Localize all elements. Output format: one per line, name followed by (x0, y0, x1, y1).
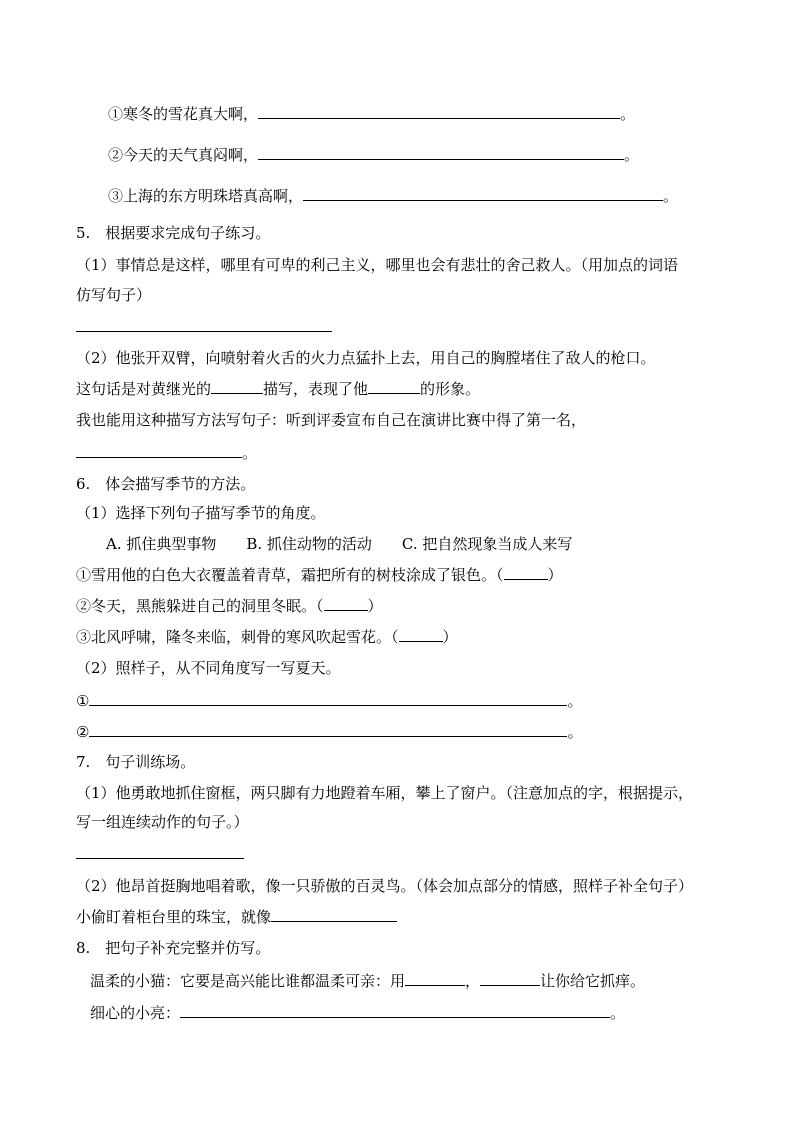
period: 。 (663, 187, 679, 205)
text: ③北风呼啸，隆冬来临，刺骨的寒风吹起雪花。（ (76, 628, 399, 646)
period: 。 (242, 444, 258, 462)
text: ①雪用他的白色大衣覆盖着青草，霜把所有的树枝涂成了银色。（ (76, 566, 504, 584)
q5-p1-line2: 仿写句子） (76, 286, 152, 304)
answer-blank[interactable] (271, 906, 397, 922)
answer-blank[interactable] (211, 378, 263, 394)
answer-blank[interactable] (180, 1002, 610, 1018)
text: 温柔的小猫：它要是高兴能比谁都温柔可亲：用 (90, 972, 406, 990)
text: ） (442, 628, 458, 646)
q6-s1 (76, 565, 563, 585)
q6-w2 (76, 721, 582, 742)
q8-line1 (90, 970, 645, 991)
answer-blank[interactable] (258, 103, 620, 119)
answer-blank[interactable] (303, 185, 663, 201)
q5-p2-line3: 我也能用这种描写方法写句子：听到评委宣布自己在演讲比赛中得了第一名， (76, 411, 587, 429)
text: 细心的小亮： (90, 1004, 181, 1022)
q4-item-3 (108, 185, 678, 206)
text: 小偷盯着柜台里的珠宝，就像 (76, 908, 272, 926)
q6-options: A. 抓住典型事物 B. 抓住动物的活动 C. 把自然现象当成人来写 (106, 535, 573, 553)
text: 这句话是对黄继光的 (76, 380, 212, 398)
answer-blank[interactable] (76, 442, 242, 458)
q7-p1-line1: （1）他勇敢地抓住窗框，两只脚有力地蹬着车厢，攀上了窗户。（注意加点的字，根据提示， (76, 784, 694, 802)
q6-p2: （2）照样子，从不同角度写一写夏天。 (76, 659, 341, 677)
period: 。 (624, 146, 640, 164)
q5-p1-line1: （1）事情总是这样，哪里有可卑的利己主义，哪里也会有悲壮的舍己救人。（用加点的词语 (76, 256, 679, 274)
q6-s3 (76, 627, 458, 647)
q7-p2-line1: （2）他昂首挺胸地唱着歌，像一只骄傲的百灵鸟。（体会加点部分的情感，照样子补全句子） (76, 877, 694, 895)
period: 。 (567, 723, 583, 741)
q6-w1 (76, 690, 582, 711)
q4-item-3-label: ③上海的东方明珠塔真高啊， (108, 187, 304, 205)
answer-blank[interactable] (89, 721, 567, 737)
answer-blank[interactable] (399, 627, 443, 642)
text: ） (547, 566, 563, 584)
text: 的形象。 (420, 380, 481, 398)
q4-item-1-label: ①寒冬的雪花真大啊， (108, 105, 259, 123)
q6-p1: （1）选择下列句子描写季节的角度。 (76, 504, 326, 522)
q5-p2-line1: （2）他张开双臂，向喷射着火舌的火力点猛扑上去，用自己的胸膛堵住了敌人的枪口。 (76, 349, 656, 367)
q6-s2 (76, 596, 383, 616)
q7-p1-line2: 写一组连续动作的句子。） (76, 813, 249, 831)
q5-p2-line2 (76, 378, 480, 399)
q5-answer-line[interactable] (76, 331, 332, 332)
q4-item-1 (108, 103, 635, 124)
period: 。 (610, 1004, 626, 1022)
q7-p2-line2 (76, 906, 397, 927)
q8-title: 8. 把句子补充完整并仿写。 (76, 939, 271, 957)
answer-blank[interactable] (89, 690, 567, 706)
answer-blank[interactable] (258, 144, 624, 160)
q5-title: 5. 根据要求完成句子练习。 (76, 224, 271, 242)
answer-blank[interactable] (324, 596, 368, 611)
q7-answer-line[interactable] (76, 858, 244, 859)
q4-item-2 (108, 144, 639, 165)
text: ① (76, 692, 90, 710)
q6-title: 6. 体会描写季节的方法。 (76, 475, 256, 493)
q8-line2 (90, 1002, 625, 1023)
q4-item-2-label: ②今天的天气真闷啊， (108, 146, 259, 164)
period: 。 (620, 105, 636, 123)
q7-title: 7. 句子训练场。 (76, 753, 196, 771)
text: ） (367, 597, 383, 615)
text: 描写，表现了他 (263, 380, 369, 398)
answer-blank[interactable] (368, 378, 420, 394)
text: ② (76, 723, 90, 741)
answer-blank[interactable] (405, 970, 465, 986)
answer-blank[interactable] (480, 970, 540, 986)
period: 。 (567, 692, 583, 710)
answer-blank[interactable] (504, 565, 548, 580)
text: ， (465, 972, 481, 990)
text: ②冬天，黑熊躲进自己的洞里冬眠。（ (76, 597, 324, 615)
text: 让你给它抓痒。 (540, 972, 646, 990)
q5-p2-line4 (76, 442, 257, 463)
